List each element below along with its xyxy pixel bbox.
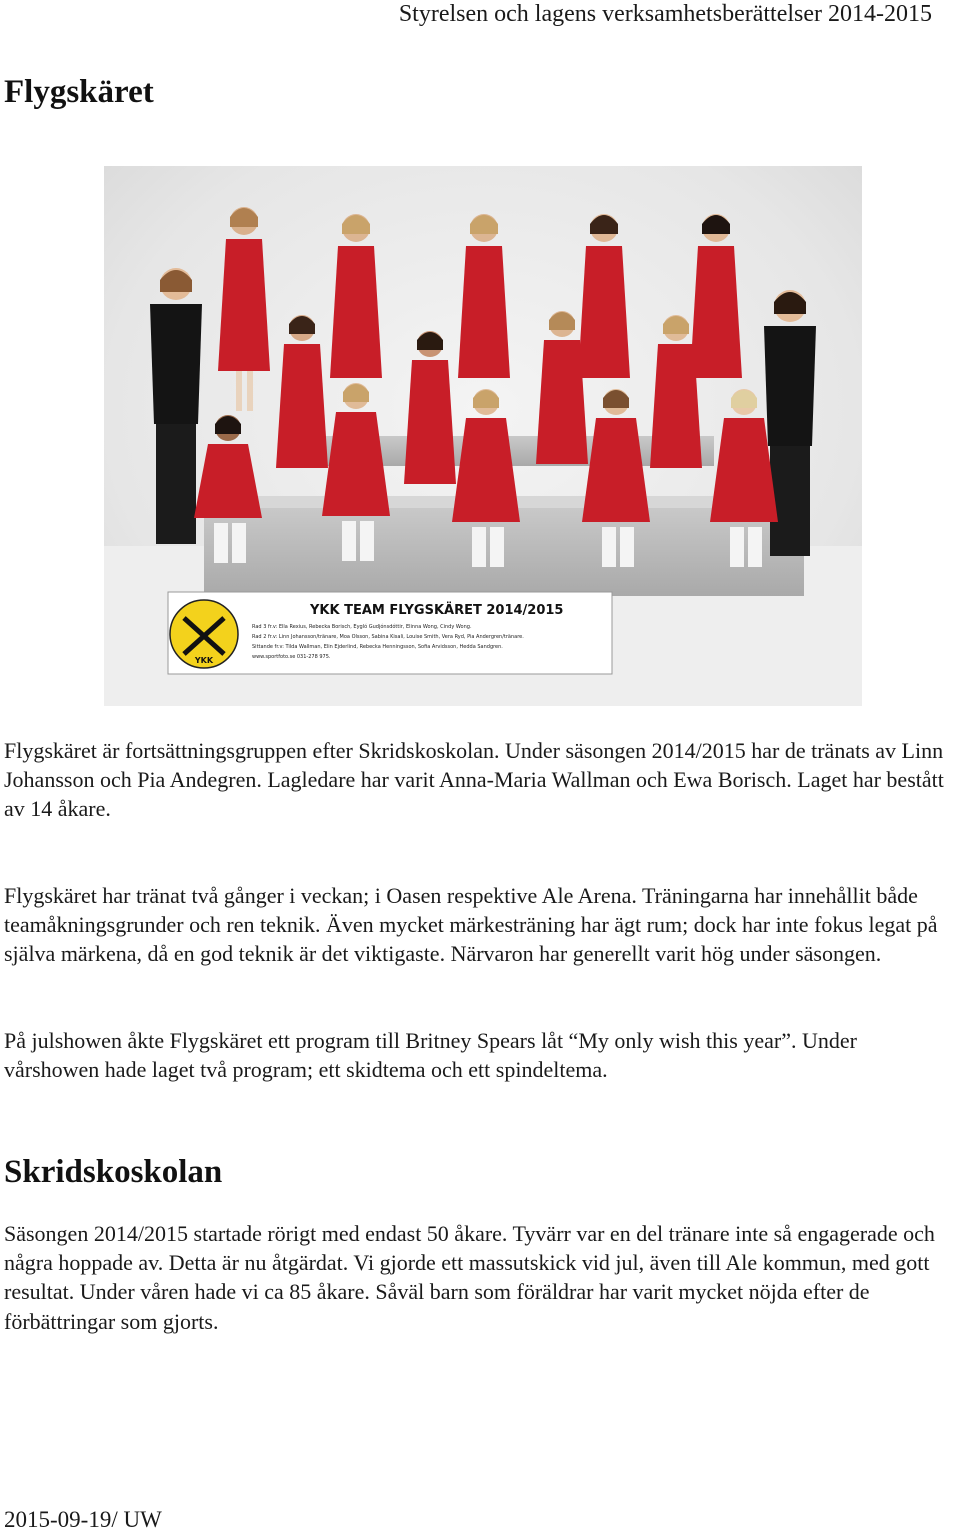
paragraph-skridskoskolan: Säsongen 2014/2015 startade rörigt med endast 50 åkare. Tyvärr var en del tränare inte så engagerade och några hoppade av. Detta är nu åtgärdat. Vi gjorde ett massutskick vid jul, även till Ale kommun, med gott resultat. Under våren hade vi ca 85 åkare. Såväl barn som föräldrar har varit mycket nöjda efter de förbättringar som gjorts. xyxy=(4,1221,935,1334)
caption-line-3: Sittande fr.v: Tilda Wallman, Elin Ejderlind, Rebecka Henningsson, Sofia Arvidsson, Hedda Sandgren. xyxy=(252,644,503,650)
footer-date-signature: 2015-09-19/ UW xyxy=(4,1507,162,1532)
caption-title: YKK TEAM FLYGSKÄRET 2014/2015 xyxy=(310,603,564,618)
paragraph-flygskaret-training: Flygskäret har tränat två gånger i veckan; i Oasen respektive Ale Arena. Träningarna har innehållit både teamåkningsgrunder och ren teknik. Även mycket märkesträning har ägt rum; dock har inte fokus legat på själva märkena, då en god teknik är det viktigaste. Närvaron har generellt varit hög under säsongen. xyxy=(4,883,938,967)
section-title-flygskaret: Flygskäret xyxy=(4,74,154,110)
photo-caption-sign xyxy=(168,592,612,674)
section-title-skridskoskolan: Skridskoskolan xyxy=(4,1154,223,1190)
logo-text: YKK xyxy=(194,656,214,665)
club-logo xyxy=(170,600,238,668)
paragraph-flygskaret-shows: På julshowen åkte Flygskäret ett program till Britney Spears låt “My only wish this year”. Under vårshowen hade laget två program; ett skidtema och ett spindeltema. xyxy=(4,1028,857,1083)
caption-line-1: Rad 3 fr.v: Ella Rexius, Rebecka Borisch, Eygló Gudjónsdóttir, Elinna Wong, Cindy Wong. xyxy=(252,624,472,630)
team-photo xyxy=(104,166,862,706)
caption-line-4: www.sportfoto.se 031-278 975. xyxy=(252,654,331,660)
caption-line-2: Rad 2 fr.v: Linn Johansson/tränare, Moa Olsson, Sabina Kisali, Louise Smith, Vera Ryd, Pia Andergren/tränare. xyxy=(252,634,524,640)
paragraph-flygskaret-intro: Flygskäret är fortsättningsgruppen efter Skridskoskolan. Under säsongen 2014/2015 har de tränats av Linn Johansson och Pia Andegren. Lagledare har varit Anna-Maria Wallman och Ewa Borisch. Laget har bestått av 14 åkare. xyxy=(4,738,944,822)
running-header: Styrelsen och lagens verksamhetsberättelser 2014-2015 xyxy=(398,1,932,27)
